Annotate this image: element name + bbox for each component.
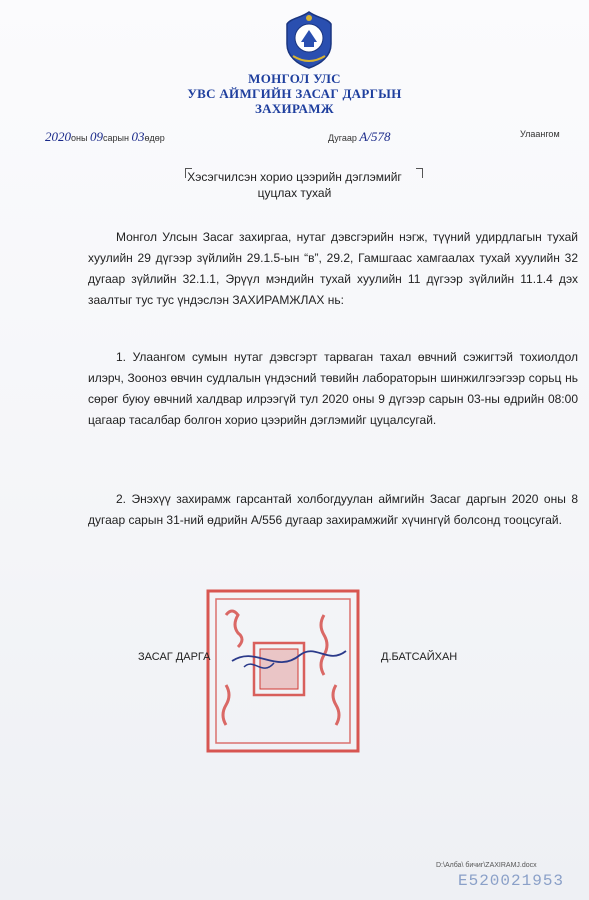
document-title-line2: цуцлах тухай [257,186,332,200]
order-item-1: 1. Улаангом сумын нутаг дэвсгэрт тарваган тахал өвчний сэжигтэй тохиолдол илэрч, Зооноз өвчин судлалын үндэсний төвийн лабораторын шинжилгээгээр сорьц нь сөрөг буюу өвчний халдвар илрээгүй тул 2020 оны 9 дүгээр сарын 03-ны өдрийн 08:00 цагаар тасалбар болгон хорио цээрийн дэглэмийг цуцалсугай. [88,350,578,427]
date-month: 09 [89,129,103,144]
date-year-suffix: оны [71,133,88,143]
header-doc-type: ЗАХИРАМЖ [255,101,334,116]
document-date [45,129,165,145]
state-emblem-icon [283,10,335,70]
number-label: Дугаар [328,133,357,143]
file-path: D:\Алба\ бичиг\ZAXIRAMJ.docx [436,862,537,869]
header-country: МОНГОЛ УЛС [248,71,341,86]
document-city: Улаангом [520,129,560,139]
document-number [328,129,390,145]
signatory-name: Д.БАТСАЙХАН [381,651,458,663]
date-day: 03 [131,129,145,144]
serial-number: Е520021953 [458,872,565,890]
intro-paragraph: Монгол Улсын Засаг захиргаа, нутаг дэвсгэрийн нэгж, түүний удирдлагын тухай хуулийн 29 дүгээр зүйлийн 29.1.5-ын “в”, 29.2, Гамшгаас хамгаалах тухай хуулийн 32 дугаар зүйлийн 32.1.1, Эрүүл мэндийн тухай хуулийн 11 дүгээр зүйлийн 11.1.4 дэх заалтыг тус тус үндэслэн ЗАХИРАМЖЛАХ нь: [88,230,578,307]
order-item-2: 2. Энэхүү захирамж гарсантай холбогдуулан аймгийн Засаг даргын 2020 оны 8 дугаар сарын 31-ний өдрийн А/556 дугаар захирамжийг хүчингүй болсонд тооцсугай. [88,492,578,527]
date-year: 2020 [45,129,71,144]
header-office: УВС АЙМГИЙН ЗАСАГ ДАРГЫН [187,86,402,101]
official-seal-stamp [196,585,366,755]
date-month-suffix: сарын [102,133,129,143]
document-title-line1: Хэсэгчилсэн хорио цээрийн дэглэмийг [187,170,402,184]
signatory-position: ЗАСАГ ДАРГА [138,651,211,663]
date-day-suffix: өдөр [144,133,165,143]
number-value: А/578 [359,129,391,144]
